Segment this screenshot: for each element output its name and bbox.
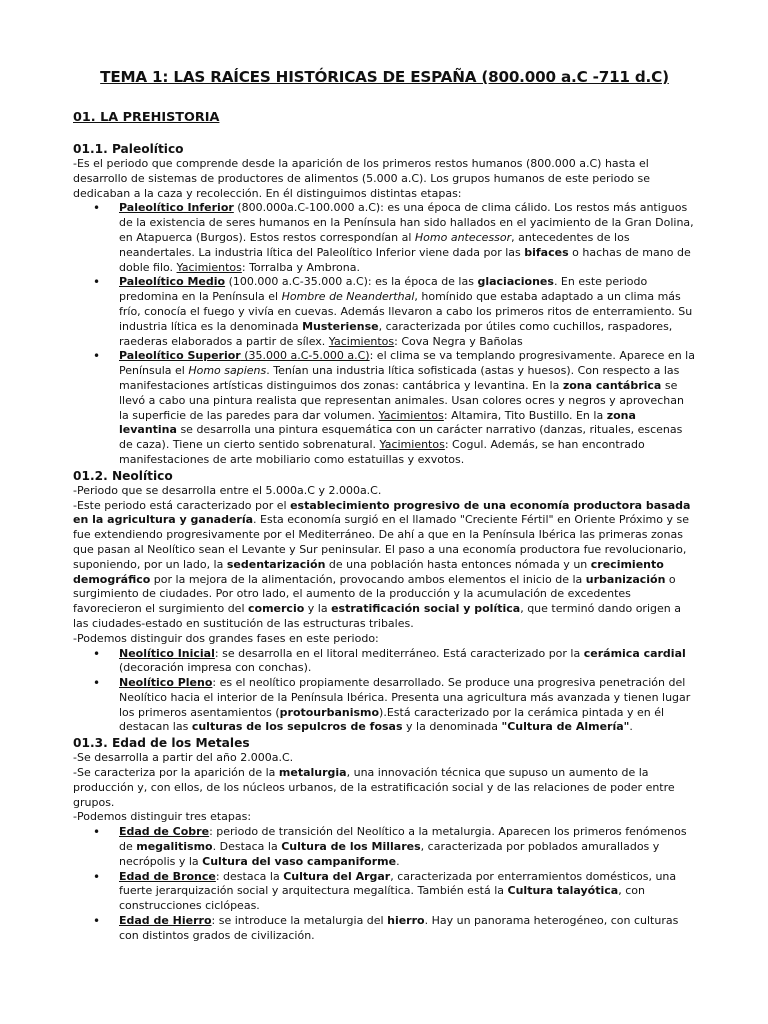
text: y la	[304, 602, 332, 616]
paleolitico-heading: 01.1. Paleolítico	[73, 142, 184, 156]
underlined-text: (35.000 a.C-5.000 a.C)	[240, 349, 370, 363]
underlined-term: Yacimientos	[379, 438, 445, 452]
list-item-edad-cobre	[93, 825, 696, 869]
list-item-paleolitico-superior	[93, 349, 696, 467]
bold-term: sedentarización	[226, 557, 326, 571]
bullet-icon: •	[93, 825, 101, 840]
bold-term: zona levantina	[119, 408, 636, 437]
bold-term: glaciaciones	[477, 275, 554, 289]
text: (800.000a.C-100.000 a.C): es una época de clima cálido. Los restos más antiguos de la existencia de seres humanos en la Península han sido hallados en el yacimiento de la Gran Dolina, en Atapuerca (Burgos). Estos restos correspondían al	[119, 201, 694, 244]
bullet-icon: •	[93, 201, 101, 216]
list-item-neolitico-pleno	[93, 676, 696, 735]
bold-term: cerámica cardial	[583, 646, 686, 660]
term: Neolítico Inicial	[119, 646, 215, 660]
term: Paleolítico Medio	[119, 275, 226, 289]
text: : es el neolítico propiamente desarrollado. Se produce una progresiva penetración del Neolítico hacia el interior de la Península Ibérica. Presenta una agricultura más avanzada y tienen lugar los primeros asentamientos (	[119, 676, 691, 719]
paleolitico-list	[73, 201, 696, 467]
text: de una población hasta entonces nómada y un	[325, 557, 591, 571]
bullet-icon: •	[93, 275, 101, 290]
text: .	[396, 854, 400, 868]
text: : Altamira, Tito Bustillo. En la	[443, 408, 607, 422]
metales-heading: 01.3. Edad de los Metales	[73, 736, 250, 751]
text: (decoración impresa con conchas).	[119, 661, 312, 675]
list-item-edad-hierro	[93, 914, 696, 944]
metales-list	[73, 825, 696, 943]
text: o surgimiento de ciudades. Por otro lado, el aumento de la producción y la acumulación de excedentes favorecieron el surgimiento del	[73, 572, 676, 616]
text: : Cova Negra y Bañolas	[394, 334, 523, 348]
text: , caracterizada por útiles como cuchillos, raspadores, raederas elaborados a partir de sílex.	[119, 319, 673, 348]
bold-term: metalurgia	[278, 766, 347, 780]
text: , antecedentes de los neandertales. La industria lítica del Paleolítico Inferior viene dada por las	[119, 230, 630, 259]
bold-term: Cultura de los Millares	[281, 840, 421, 854]
text: .	[629, 720, 633, 734]
text: se desarrolla una pintura esquemática con un carácter narrativo (danzas, rituales, escenas de caza). Tiene un cierto sentido sobrenatural.	[119, 423, 683, 452]
text: , una innovación técnica que supuso un aumento de la producción y, con ellos, de los núcleos urbanos, de la estratificación social y de las relaciones de poder entre grupos.	[73, 766, 675, 809]
list-item-paleolitico-medio	[93, 275, 696, 349]
bold-term: protourbanismo	[279, 705, 380, 719]
text: o hachas de mano de doble filo.	[119, 245, 691, 274]
list-item-paleolitico-inferior	[93, 201, 696, 275]
bold-term: culturas de los sepulcros de fosas	[191, 720, 403, 734]
text: . Destaca la	[212, 840, 282, 854]
bullet-icon: •	[93, 349, 101, 364]
term: Edad de Hierro	[119, 914, 212, 928]
neolitico-p1: -Periodo que se desarrolla entre el 5.000a.C y 2.000a.C.	[73, 483, 382, 497]
metales-p1: -Se desarrolla a partir del año 2.000a.C.	[73, 751, 294, 765]
bold-term: estratificación social y política	[331, 602, 521, 616]
text: , caracterizada por poblados amurallados y necrópolis y la	[119, 840, 660, 868]
term: Paleolítico Superior	[119, 349, 241, 363]
list-item-neolitico-inicial	[93, 646, 696, 677]
text: (100.000 a.C-35.000 a.C): es la época de las	[225, 275, 478, 289]
paleolitico-intro: -Es el periodo que comprende desde la aparición de los primeros restos humanos (800.000 a.C) hasta el desarrollo de sistemas de productores de alimentos (5.000 a.C). Los grupos humanos de este periodo se dedicaban a la caza y recolección. En él distinguimos distintas etapas:	[73, 157, 651, 200]
term: Edad de Cobre	[119, 825, 210, 839]
metales-p2	[73, 766, 696, 810]
term: Paleolítico Inferior	[119, 201, 234, 215]
neolitico-heading: 01.2. Neolítico	[73, 468, 173, 483]
text: y la denominada	[402, 720, 502, 734]
bold-term: "Cultura de Almería"	[501, 720, 630, 734]
underlined-term: Yacimientos	[328, 334, 395, 348]
bold-term: Musteriense	[302, 319, 379, 333]
bold-term: hierro	[387, 914, 425, 928]
metales-p3: -Podemos distinguir tres etapas:	[73, 810, 252, 824]
text: -Se caracteriza por la aparición de la	[73, 766, 279, 780]
text: se llevó a cabo una pintura realista que representan animales. Usan colores ocres y negros y aprovechan la superficie de las paredes para dar volumen.	[119, 378, 684, 422]
text: : el clima se va templando progresivamente. Aparece en la Península el	[119, 349, 695, 378]
text: -Este periodo está caracterizado por el	[73, 498, 291, 512]
list-item-edad-bronce	[93, 869, 696, 914]
bullet-icon: •	[93, 676, 101, 691]
text: . Tenían una industria lítica sofisticada (astas y huesos). Con respecto a las manifestaciones artísticas distinguimos dos zonas: cantábrica y levantina. En la	[119, 364, 680, 392]
text: : se desarrolla en el litoral mediterráneo. Está caracterizado por la	[214, 646, 584, 660]
text: ).Está caracterizado por la cerámica pintada y en él destacan las	[119, 705, 665, 734]
text: : se introduce la metalurgia del	[211, 914, 388, 928]
text: , que terminó dando origen a las ciudades-estado en sustitución de las estructuras tribales.	[73, 602, 681, 630]
term: Neolítico Pleno	[119, 676, 213, 690]
neolitico-p3: -Podemos distinguir dos grandes fases en este periodo:	[73, 631, 379, 645]
neolitico-list	[73, 647, 696, 736]
bold-term: zona cantábrica	[562, 378, 662, 392]
bold-term: Cultura talayótica	[507, 884, 619, 898]
italic-term: Homo antecessor	[414, 230, 512, 244]
bold-term: comercio	[248, 602, 305, 616]
bullet-icon: •	[93, 646, 101, 661]
underlined-term: Yacimientos	[378, 408, 444, 422]
underlined-term: Yacimientos	[176, 260, 242, 274]
bold-term: Cultura del Argar	[283, 869, 391, 883]
bold-term: urbanización	[585, 572, 666, 586]
text: , homínido que estaba adaptado a un clima más frío, conocía el fuego y vivía en cuevas. Además llevaron a cabo los primeros ritos de enterramiento. Su industria lítica es la denominada	[119, 290, 693, 333]
text: , caracterizada por enterramientos domésticos, una fuerte jerarquización social y arquitectura megalítica. También está la	[119, 869, 677, 898]
text: , con construcciones ciclópeas.	[119, 884, 645, 913]
italic-term: Hombre de Neanderthal	[281, 290, 415, 304]
bold-term: Cultura del vaso campaniforme	[202, 854, 397, 868]
bold-term: bifaces	[524, 245, 569, 259]
text: . Esta economía surgió en el llamado "Creciente Fértil" en Oriente Próximo y se fue extendiendo progresivamente por el Mediterráneo. De ahí a que en la Península Ibérica las primeras zonas que pasan al Neolítico sean el Levante y Sur peninsular. El paso a una economía productora fue revolucionario, suponiendo, por un lado, la	[73, 513, 690, 571]
text: : destaca la	[215, 869, 284, 883]
text: por la mejora de la alimentación, provocando ambos elementos el inicio de la	[150, 572, 586, 586]
text: . En este periodo predomina en la Península el	[119, 275, 648, 304]
text: : periodo de transición del Neolítico a la metalurgia. Aparecen los primeros fenómenos de	[119, 825, 687, 854]
neolitico-p2	[73, 499, 696, 632]
bold-term: crecimiento demográfico	[73, 557, 664, 586]
italic-term: Homo sapiens	[188, 364, 267, 378]
text: . Hay un panorama heterogéneo, con culturas con distintos grados de civilización.	[119, 914, 679, 942]
bold-term: establecimiento progresivo de una economía productora basada en la agricultura y ganadería	[73, 498, 691, 527]
term: Edad de Bronce	[119, 869, 216, 883]
bullet-icon: •	[93, 869, 101, 884]
section-heading: 01. LA PREHISTORIA	[73, 110, 220, 125]
text: : Cogul. Además, se han encontrado manifestaciones de arte mobiliario como estatuillas y exvotos.	[119, 438, 645, 466]
document-title: TEMA 1: LAS RAÍCES HISTÓRICAS DE ESPAÑA (800.000 a.C -711 d.C)	[100, 68, 669, 86]
bullet-icon: •	[93, 914, 101, 929]
text: : Torralba y Ambrona.	[241, 260, 360, 274]
bold-term: megalitismo	[136, 840, 213, 854]
